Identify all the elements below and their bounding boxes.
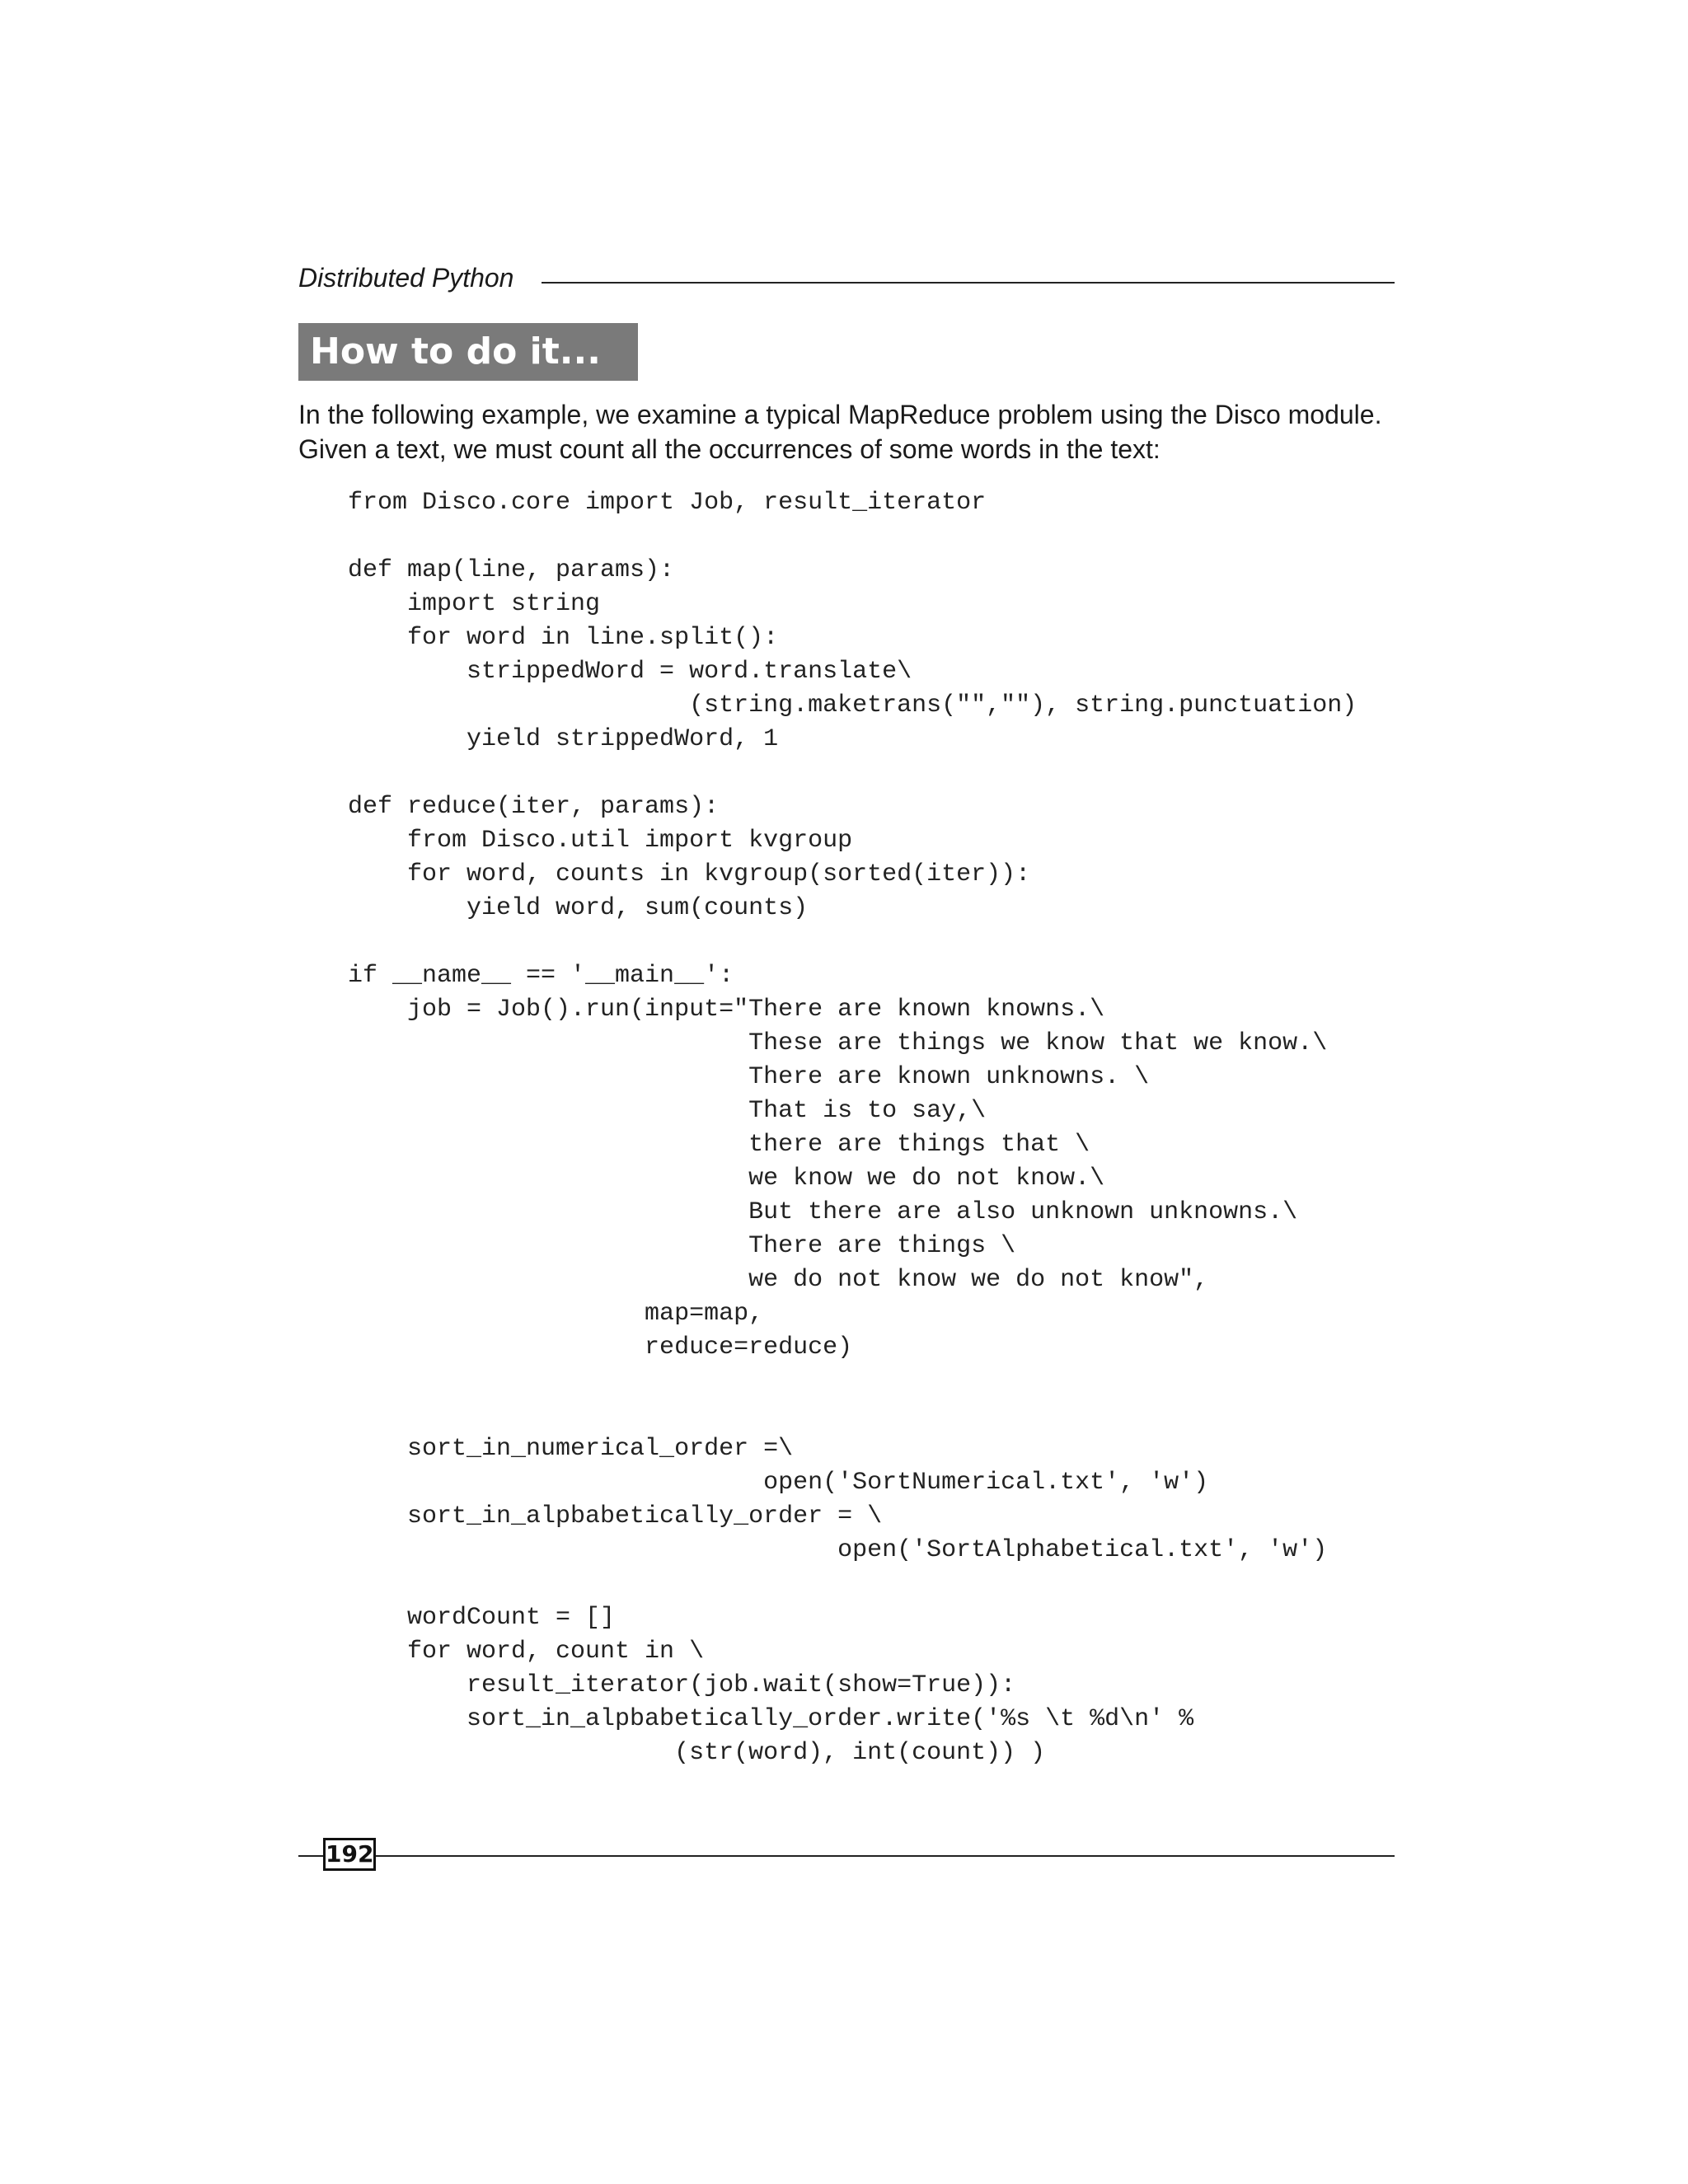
code-line: we do not know we do not know",: [348, 1266, 1209, 1294]
code-line: [348, 1365, 1403, 1399]
code-line: from Disco.core import Job, result_iterator: [348, 489, 987, 517]
code-line: open('SortNumerical.txt', 'w'): [348, 1469, 1209, 1497]
code-line: That is to say,\: [348, 1097, 987, 1125]
code-line: sort_in_alpbabetically_order.write('%s \t %d\n' %: [348, 1705, 1194, 1733]
code-line: But there are also unknown unknowns.\: [348, 1198, 1298, 1226]
code-line: if __name__ == '__main__':: [348, 962, 734, 990]
code-line: for word, count in \: [348, 1638, 705, 1666]
intro-line: In the following example, we examine a typical MapReduce problem using the Disco module.: [298, 400, 1382, 429]
section-heading: How to do it...: [298, 323, 638, 381]
code-line: result_iterator(job.wait(show=True)):: [348, 1671, 1016, 1699]
code-line: [348, 926, 1403, 959]
code-line: (str(word), int(count)) ): [348, 1739, 1046, 1767]
code-line: strippedWord = word.translate\: [348, 658, 912, 686]
code-line: def map(line, params):: [348, 556, 675, 584]
code-line: reduce=reduce): [348, 1333, 853, 1361]
code-line: import string: [348, 590, 601, 618]
code-line: There are things \: [348, 1232, 1016, 1260]
code-line: there are things that \: [348, 1131, 1090, 1159]
footer-rule: [298, 1855, 1395, 1857]
chapter-title: Distributed Python: [298, 263, 514, 293]
code-line: sort_in_alpbabetically_order = \: [348, 1502, 883, 1530]
intro-line: Given a text, we must count all the occurrences of some words in the text:: [298, 434, 1160, 464]
code-line: for word, counts in kvgroup(sorted(iter)):: [348, 860, 1031, 888]
code-line: from Disco.util import kvgroup: [348, 827, 853, 855]
header-rule: [542, 282, 1395, 284]
running-header: [298, 260, 1395, 296]
code-listing: [348, 486, 1403, 1770]
code-line: These are things we know that we know.\: [348, 1029, 1328, 1057]
page-number: 192: [323, 1838, 376, 1871]
code-line: sort_in_numerical_order =\: [348, 1435, 794, 1463]
code-line: job = Job().run(input="There are known knowns.\: [348, 996, 1105, 1024]
code-line: [348, 1399, 1403, 1432]
code-line: open('SortAlphabetical.txt', 'w'): [348, 1536, 1328, 1564]
code-line: (string.maketrans("",""), string.punctuation): [348, 691, 1357, 719]
intro-paragraph: [298, 397, 1403, 466]
code-line: [348, 1568, 1403, 1601]
code-line: [348, 520, 1403, 554]
code-line: for word in line.split():: [348, 624, 779, 652]
page-footer: [298, 1838, 1395, 1874]
code-line: we know we do not know.\: [348, 1165, 1105, 1193]
code-line: yield word, sum(counts): [348, 894, 809, 922]
code-line: map=map,: [348, 1300, 764, 1328]
code-line: [348, 757, 1403, 790]
code-line: def reduce(iter, params):: [348, 793, 720, 821]
code-line: There are known unknowns. \: [348, 1063, 1150, 1091]
code-line: wordCount = []: [348, 1604, 616, 1632]
code-line: yield strippedWord, 1: [348, 725, 779, 753]
